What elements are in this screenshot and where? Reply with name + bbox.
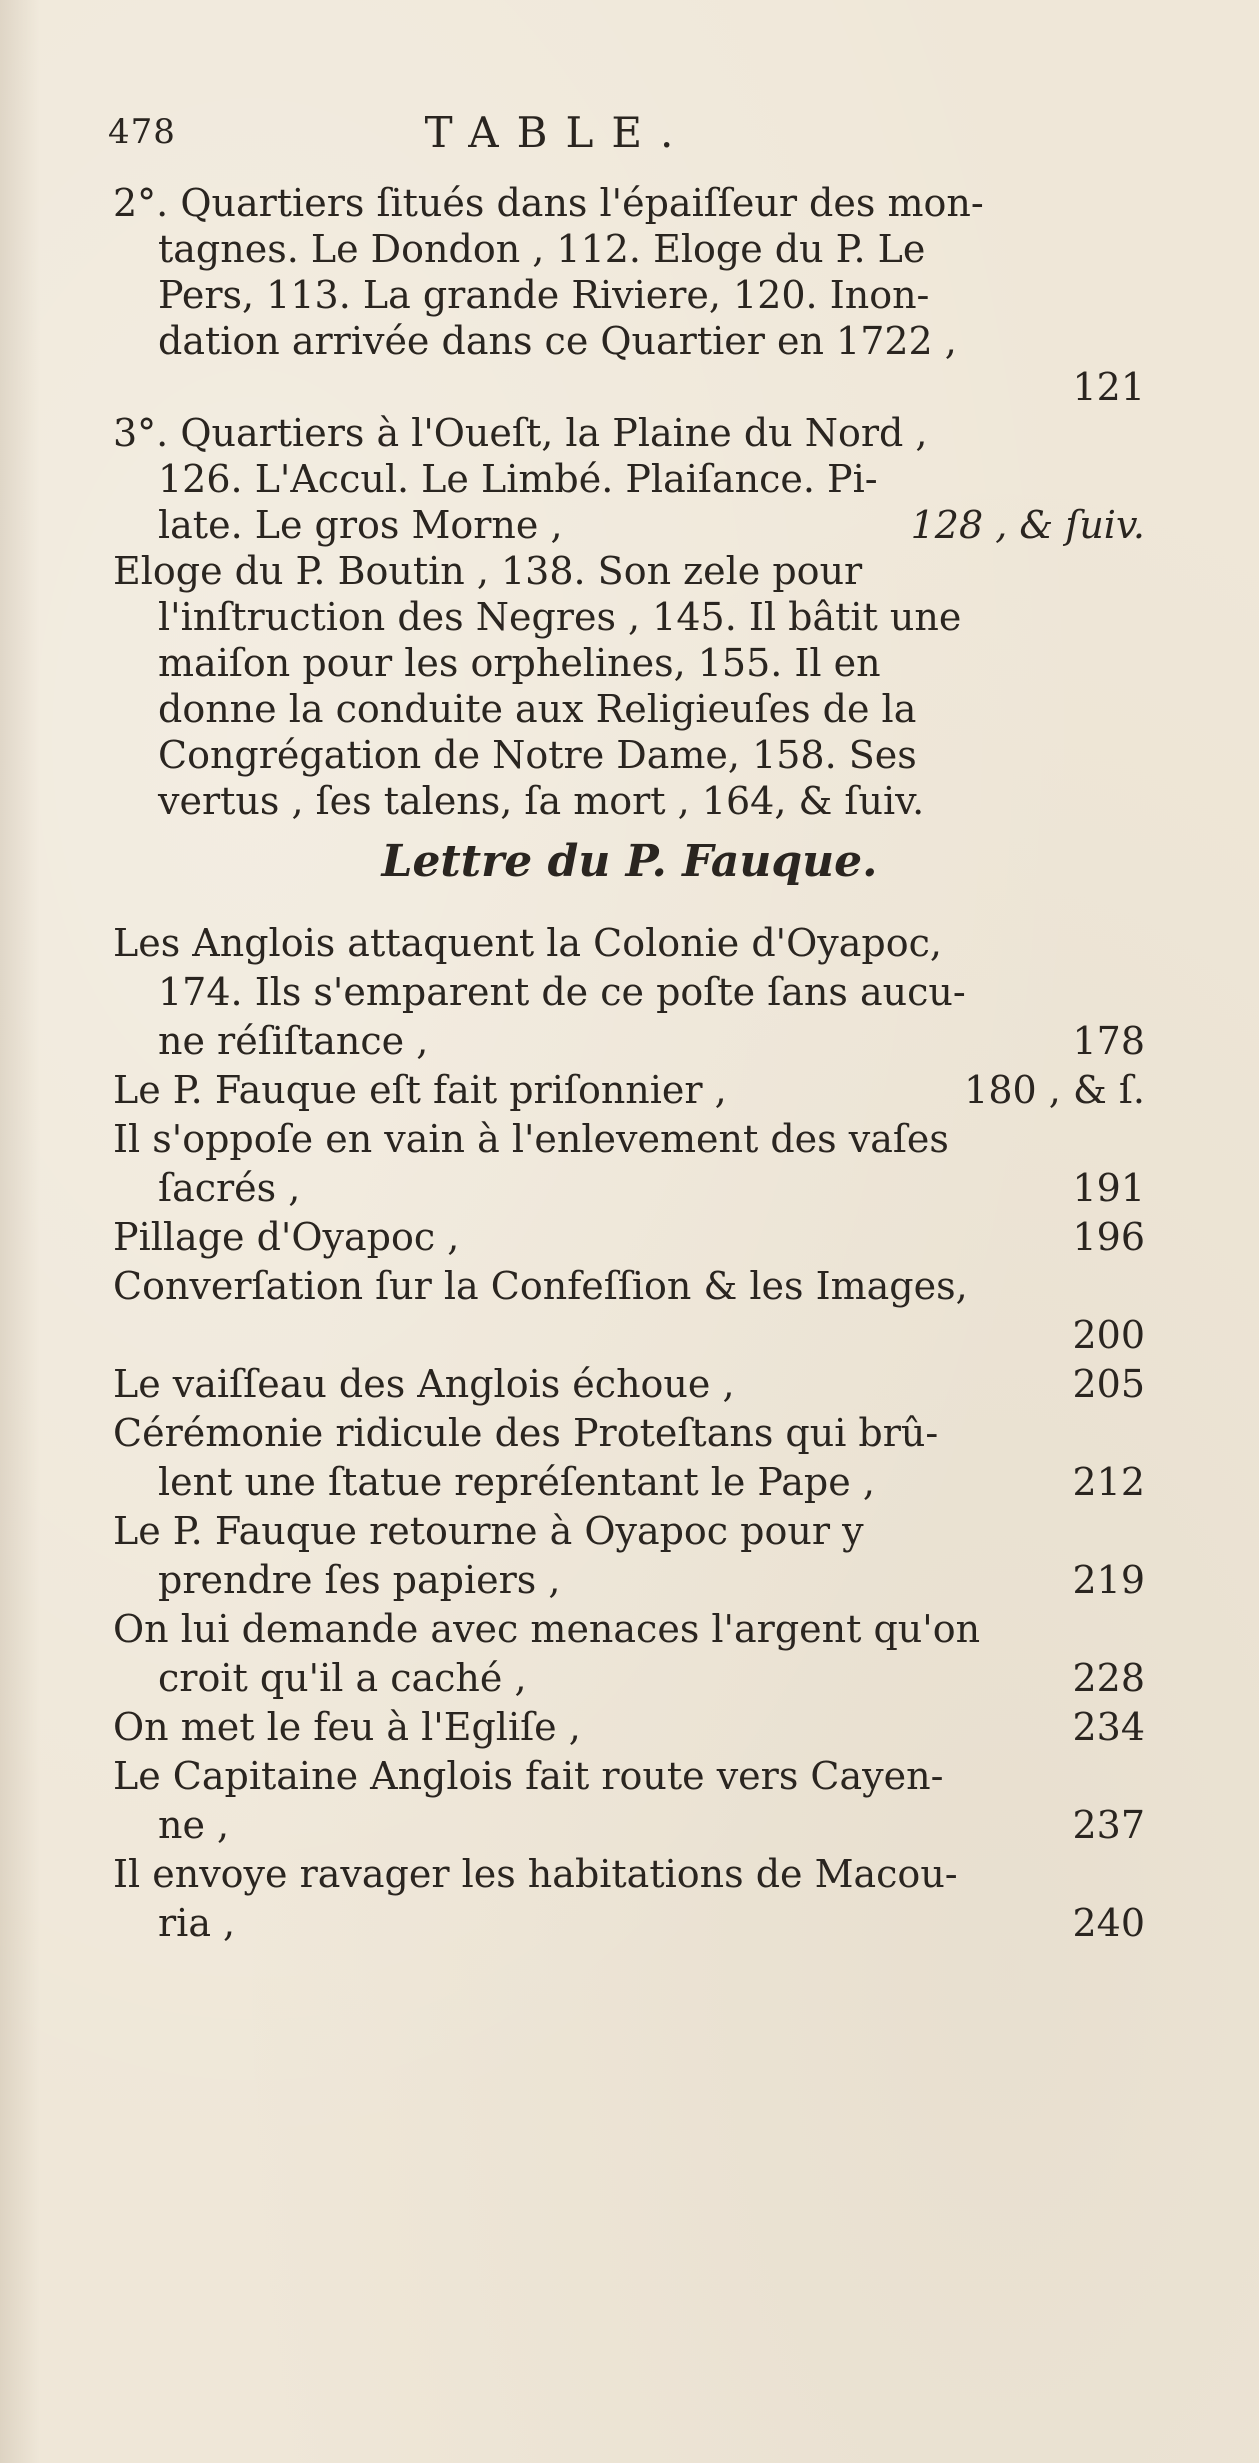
index-line: 3°. Quartiers à l'Oueſt, la Plaine du Nord ,	[113, 411, 928, 455]
entry-text: ſacrés ,	[158, 1166, 301, 1210]
index-line: maiſon pour les orphelines, 155. Il en	[158, 641, 881, 685]
entry-page-ref: 234	[1072, 1705, 1145, 1749]
entry-text: ria ,	[158, 1901, 236, 1945]
index-line: donne la conduite aux Religieuſes de la	[158, 687, 917, 731]
entry-text: Cérémonie ridicule des Proteſtans qui brû-	[113, 1411, 939, 1455]
index-line: Congrégation de Notre Dame, 158. Ses	[158, 733, 917, 777]
index-line: Pers, 113. La grande Riviere, 120. Inon-	[158, 273, 930, 317]
entry-page-ref: 237	[1072, 1803, 1145, 1847]
entry-text: Le P. Fauque retourne à Oyapoc pour y	[113, 1509, 864, 1553]
entry-text: On met le feu à l'Egliſe ,	[113, 1705, 581, 1749]
entry-page-ref: 180 , & ſ.	[964, 1068, 1145, 1112]
entry-page-ref: 178	[1072, 1019, 1145, 1063]
entry-page-ref: 212	[1072, 1460, 1145, 1504]
index-line: dation arrivée dans ce Quartier en 1722 ,	[158, 319, 957, 363]
entry-text: Pillage d'Oyapoc ,	[113, 1215, 460, 1259]
index-line: late. Le gros Morne ,	[158, 503, 563, 547]
index-line: l'inſtruction des Negres , 145. Il bâtit une	[158, 595, 962, 639]
entry-text: Les Anglois attaquent la Colonie d'Oyapoc,	[113, 921, 942, 965]
index-line: 2°. Quartiers ſitués dans l'épaiſſeur des mon-	[113, 181, 984, 225]
entry-page-ref: 196	[1072, 1215, 1145, 1259]
entry-text: Le P. Fauque eſt fait priſonnier ,	[113, 1068, 727, 1112]
entry-text: prendre ſes papiers ,	[158, 1558, 561, 1602]
entry-text: ne réſiſtance ,	[158, 1019, 429, 1063]
index-line: tagnes. Le Dondon , 112. Eloge du P. Le	[158, 227, 926, 271]
entry-page-ref: 200	[1072, 1313, 1145, 1357]
index-line: Eloge du P. Boutin , 138. Son zele pour	[113, 549, 863, 593]
entry-text: lent une ſtatue repréſentant le Pape ,	[158, 1460, 875, 1504]
entry-page-ref: 240	[1072, 1901, 1145, 1945]
index-line: 126. L'Accul. Le Limbé. Plaiſance. Pi-	[158, 457, 878, 501]
entry-page-ref: 228	[1072, 1656, 1145, 1700]
entry-page-ref: 219	[1072, 1558, 1145, 1602]
page-number: 478	[108, 112, 176, 152]
entry-text: Converſation ſur la Confeſſion & les Images,	[113, 1264, 968, 1308]
section-title: Lettre du P. Fauque.	[381, 836, 878, 887]
entry-text: On lui demande avec menaces l'argent qu'on	[113, 1607, 981, 1651]
entry-text: Il s'oppoſe en vain à l'enlevement des vaſes	[113, 1117, 949, 1161]
running-head: TABLE.	[424, 108, 692, 157]
entry-text: ne ,	[158, 1803, 230, 1847]
entry-page-ref: 191	[1072, 1166, 1145, 1210]
index-line: vertus , ſes talens, ſa mort , 164, & ſuiv.	[158, 779, 925, 823]
entry-text: croit qu'il a caché ,	[158, 1656, 527, 1700]
entry-text: Le Capitaine Anglois fait route vers Cayen-	[113, 1754, 944, 1798]
index-page-ref: 128 , & ſuiv.	[910, 503, 1145, 547]
index-page-ref: 121	[1072, 365, 1145, 409]
entry-text: Le vaiſſeau des Anglois échoue ,	[113, 1362, 735, 1406]
entry-page-ref: 205	[1072, 1362, 1145, 1406]
entry-text: 174. Ils s'emparent de ce poſte ſans aucu-	[158, 970, 966, 1014]
entry-text: Il envoye ravager les habitations de Macou-	[113, 1852, 958, 1896]
